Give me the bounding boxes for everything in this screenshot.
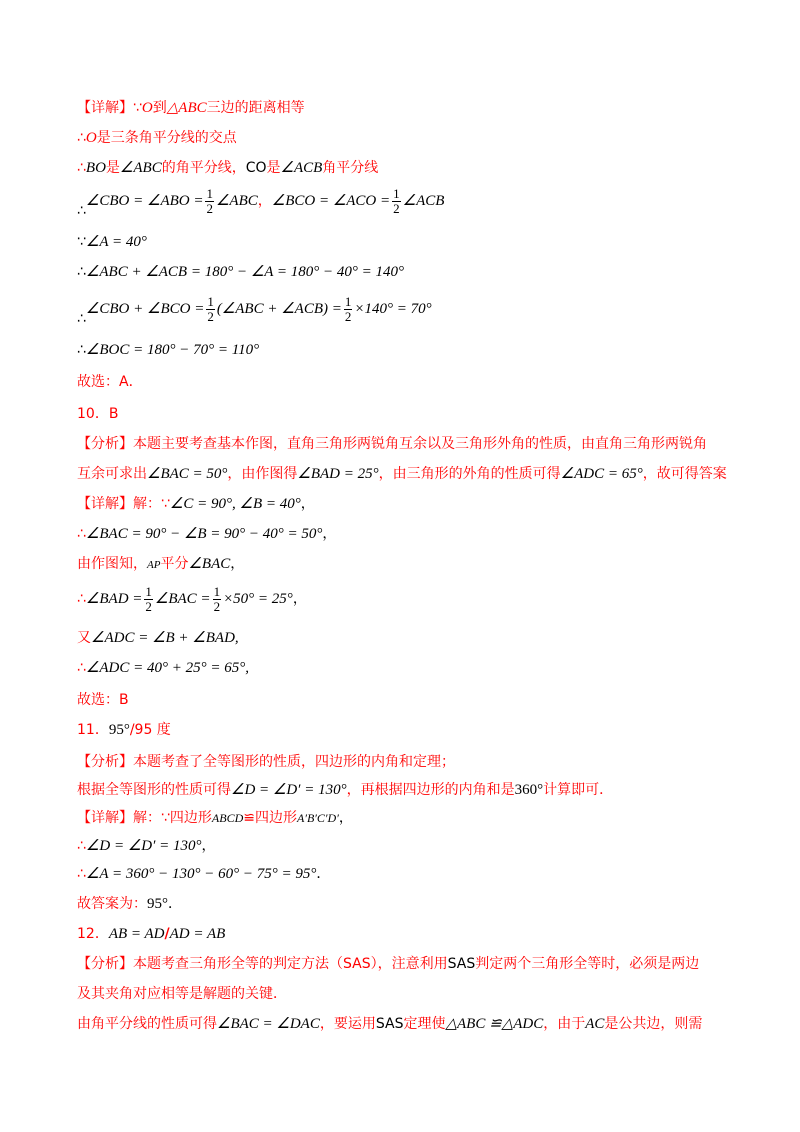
q10-detail-line-6: ∴∠ADC = 40° + 25° = 65°, — [77, 660, 249, 676]
q12-analysis-line-1: 【分析】本题考查三角形全等的判定方法（SAS），注意利用SAS判定两个三角形全等时，必须是两边 — [77, 956, 700, 972]
q9-answer: 故选：A． — [77, 374, 143, 390]
q12-number: 12．AB = AD/AD = AB — [77, 926, 226, 942]
q12-analysis-line-3: 由角平分线的性质可得∠BAC = ∠DAC，要运用SAS定理使△ABC ≌△ADC，由于AC是公共边，则需 — [77, 1016, 703, 1032]
q9-detail-line-1: 【详解】∵O到△ABC三边的距离相等 — [77, 100, 305, 116]
q9-detail-line-5: ∵∠A = 40° — [77, 234, 147, 250]
q10-number: 10．B — [77, 406, 119, 422]
q9-detail-line-7: ∴∠CBO + ∠BCO = $\frac{1}{2}$ (∠ABC + ∠ACB) = $\frac{1}{2}$ ×140° = 70° — [77, 293, 432, 327]
fraction: $\frac{1}{2}$ — [207, 293, 214, 324]
q10-detail-line-5: 又∠ADC = ∠B + ∠BAD, — [77, 630, 239, 646]
q11-number: 11．95°/95 度 — [77, 722, 171, 738]
q11-analysis-line-1: 【分析】本题考查了全等图形的性质，四边形的内角和定理； — [77, 754, 455, 770]
q10-analysis-line-2: 互余可求出∠BAC = 50°，由作图得∠BAD = 25°，由三角形的外角的性质可得∠ADC = 65°，故可得答案 — [77, 466, 727, 482]
fraction: $\frac{1}{2}$ — [206, 185, 213, 216]
q11-detail-line-1: 【详解】解：∵四边形ABCD≌四边形A′B′C′D′， — [77, 810, 353, 826]
q9-detail-line-2: ∴O是三条角平分线的交点 — [77, 130, 237, 146]
q11-detail-line-3: ∴∠A = 360° − 130° − 60° − 75° = 95°． — [77, 866, 331, 882]
q9-detail-line-6: ∴∠ABC + ∠ACB = 180° − ∠A = 180° − 40° = 140° — [77, 264, 405, 280]
q11-answer: 故答案为：95°． — [77, 896, 182, 912]
q10-detail-line-3: 由作图知，AP平分∠BAC， — [77, 556, 245, 572]
fraction: $\frac{1}{2}$ — [344, 293, 352, 324]
q12-analysis-line-2: 及其夹角对应相等是解题的关键． — [77, 986, 287, 1002]
q9-detail-line-4: ∴∠CBO = ∠ABO = $\frac{1}{2}$ ∠ABC，∠BCO = ∠ACO = $\frac{1}{2}$ ∠ACB — [77, 185, 445, 219]
q10-answer: 故选：B — [77, 692, 129, 708]
fraction: $\frac{1}{2}$ — [393, 185, 400, 216]
q9-detail-line-8: ∴∠BOC = 180° − 70° = 110° — [77, 342, 260, 358]
q10-analysis-line-1: 【分析】本题主要考查基本作图，直角三角形两锐角互余以及三角形外角的性质，由直角三角形两锐角 — [77, 436, 707, 452]
q10-detail-line-2: ∴∠BAC = 90° − ∠B = 90° − 40° = 50°， — [77, 526, 337, 542]
analysis-tag: 【分析】 — [77, 956, 133, 972]
analysis-tag: 【分析】 — [77, 436, 133, 452]
detail-tag: 【详解】 — [77, 810, 133, 826]
q11-detail-line-2: ∴∠D = ∠D′ = 130°， — [77, 838, 216, 854]
analysis-tag: 【分析】 — [77, 754, 133, 770]
q10-detail-line-1: 【详解】解：∵∠C = 90°, ∠B = 40°， — [77, 496, 315, 512]
q11-analysis-line-2: 根据全等图形的性质可得∠D = ∠D′ = 130°，再根据四边形的内角和是360°计算即可． — [77, 782, 614, 798]
detail-tag: 【详解】 — [77, 100, 133, 116]
q9-detail-line-3: ∴BO是∠ABC的角平分线，CO是∠ACB角平分线 — [77, 160, 379, 176]
q10-detail-line-4: ∴∠BAD = $\frac{1}{2}$ ∠BAC = $\frac{1}{2}$ ×50° = 25°， — [77, 583, 307, 614]
fraction: $\frac{1}{2}$ — [213, 583, 221, 614]
detail-tag: 【详解】 — [77, 496, 133, 512]
fraction: $\frac{1}{2}$ — [145, 583, 152, 614]
